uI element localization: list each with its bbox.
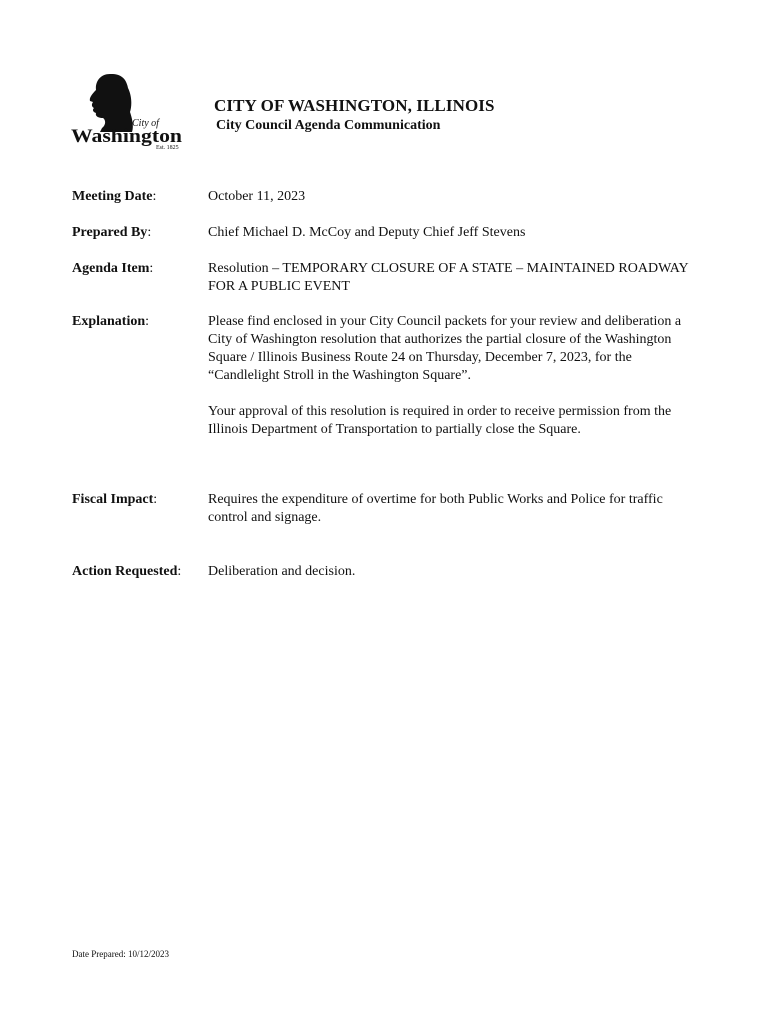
prepared-by-label: Prepared By bbox=[72, 225, 148, 240]
prepared-by-value: Chief Michael D. McCoy and Deputy Chief Jeff Stevens bbox=[208, 225, 526, 240]
date-prepared-footer: Date Prepared: 10/12/2023 bbox=[72, 949, 169, 959]
action-requested-label: Action Requested bbox=[72, 564, 178, 579]
logo-city-of: City of bbox=[132, 118, 159, 129]
agenda-item-row: Agenda Item: Resolution – TEMPORARY CLOSURE OF A STATE – MAINTAINED ROADWAY FOR A PUBLIC EVENT bbox=[72, 260, 702, 296]
meeting-date-label: Meeting Date bbox=[72, 189, 153, 204]
page-title: CITY OF WASHINGTON, ILLINOIS bbox=[214, 96, 495, 115]
explanation-row: Explanation: Please find enclosed in your City Council packets for your review and deliberation a City of Washington resolution that authorizes the partial closure of the Washington Square / Illinois Business Route 24 on Thursday, December 7, 2023, for the “Candlelight Stroll in the Washington Square”. Your approval of this resolution is required in order to receive permission from the Illinois Department of Transportation to partially close the Square. bbox=[72, 313, 702, 439]
fiscal-impact-value: Requires the expenditure of overtime for both Public Works and Police for traffic control and signage. bbox=[208, 492, 663, 525]
city-of-washington-logo bbox=[70, 70, 186, 150]
washington-silhouette-icon bbox=[90, 74, 133, 132]
agenda-item-value: Resolution – TEMPORARY CLOSURE OF A STATE – MAINTAINED ROADWAY FOR A PUBLIC EVENT bbox=[208, 261, 689, 294]
prepared-by-row: Prepared By: Chief Michael D. McCoy and Deputy Chief Jeff Stevens bbox=[72, 224, 702, 242]
page-subtitle: City Council Agenda Communication bbox=[216, 118, 441, 133]
logo-washington: Washington bbox=[71, 126, 183, 147]
action-requested-row: Action Requested: Deliberation and decision. bbox=[72, 563, 702, 581]
explanation-label: Explanation bbox=[72, 314, 146, 329]
explanation-value bbox=[208, 313, 698, 439]
fiscal-impact-label: Fiscal Impact bbox=[72, 492, 154, 507]
action-requested-value: Deliberation and decision. bbox=[208, 564, 356, 579]
meeting-date-value: October 11, 2023 bbox=[208, 189, 306, 204]
explanation-paragraph: Please find enclosed in your City Council packets for your review and deliberation a City of Washington resolution that authorizes the partial closure of the Washington Square / Illinois Business Route 24 on Thursday, December 7, 2023, for the “Candlelight Stroll in the Washington Square”. bbox=[208, 314, 682, 383]
fiscal-impact-row: Fiscal Impact: Requires the expenditure of overtime for both Public Works and Police for traffic control and signage. bbox=[72, 491, 702, 527]
logo-est: Est. 1825 bbox=[156, 145, 179, 150]
meeting-date-row: Meeting Date: October 11, 2023 bbox=[72, 188, 702, 206]
agenda-item-label: Agenda Item bbox=[72, 261, 150, 276]
explanation-paragraph: Your approval of this resolution is required in order to receive permission from the Illinois Department of Transportation to partially close the Square. bbox=[208, 404, 672, 437]
